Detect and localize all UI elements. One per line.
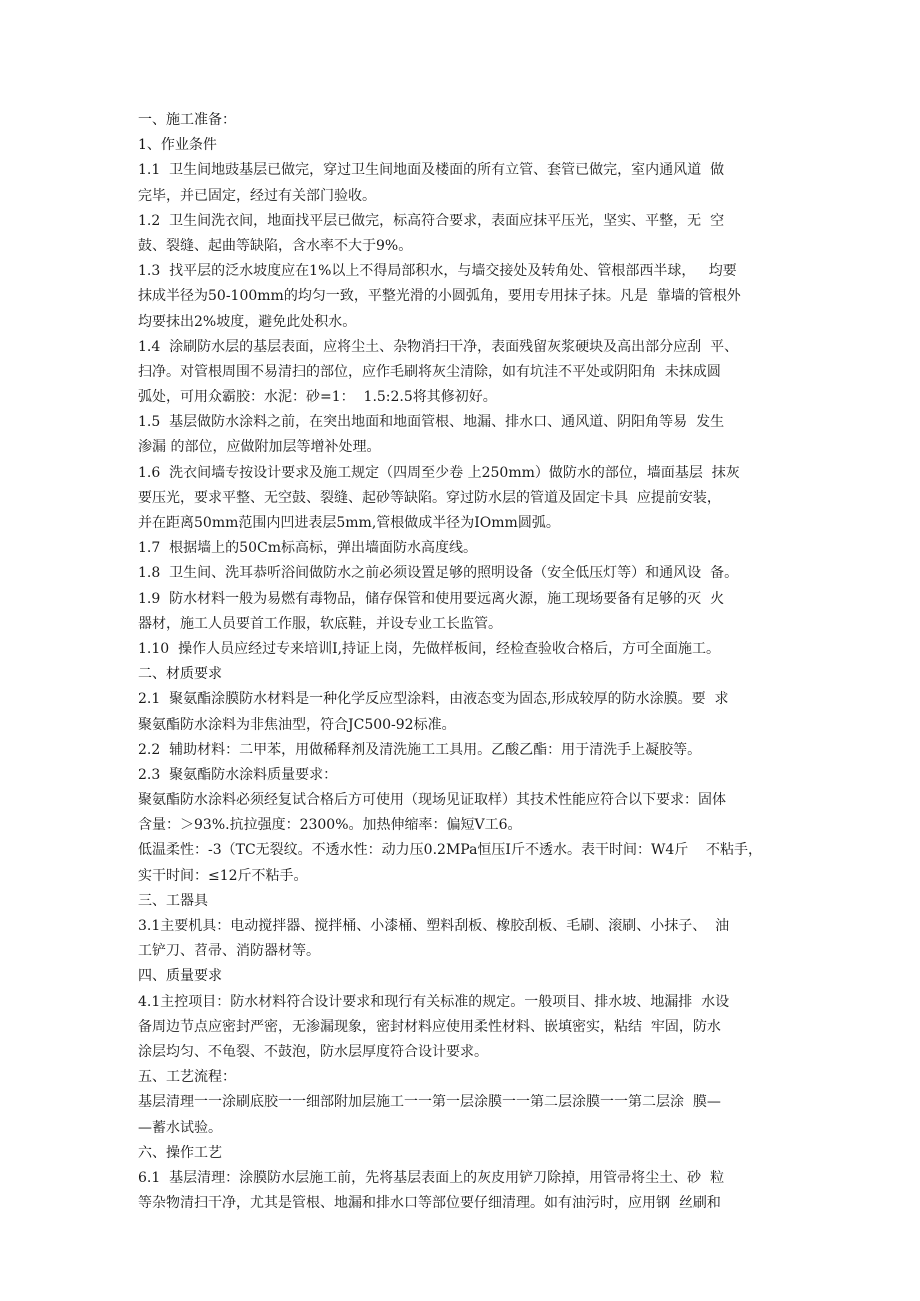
paragraph-line: 渗漏 的部位，应做附加层等增补处理。 — [138, 439, 381, 456]
paragraph-line: 3.1主要机具：电动搅拌器、搅拌桶、小漆桶、塑料刮板、橡胶刮板、毛刷、滚刷、小抹子、 油 — [138, 918, 730, 934]
paragraph-line: 1.8 卫生间、洗耳恭听浴间做防水之前必须设置足够的照明设备（安全低压灯等）和通风设 备。 — [138, 565, 739, 582]
paragraph-line: 1.10 操作人员应经过专来培训I,持证上岗，先做样板间，经检查验收合格后，方可全面施工。 — [138, 640, 721, 657]
paragraph-line: 1.5 基层做防水涂料之前，在突出地面和地面管根、地漏、排水口、通风道、阴阳角等易 发生 — [138, 414, 725, 431]
paragraph-line: 2.3 聚氨酯防水涂料质量要求： — [138, 766, 338, 783]
paragraph-line: 工铲刀、苕帚、消防器材等。 — [138, 943, 320, 960]
paragraph-line: 备周边节点应密封严密，无渗漏现象，密封材料应使用柔性材料、嵌填密实，粘结 牢固，防水 — [138, 1018, 721, 1035]
paragraph-line: 低温柔性：-3（TC无裂纹。不透水性：动力压0.2MPa恒压I斤不透水。表干时间：W4斤 不粘手， — [138, 842, 763, 859]
paragraph-line: 1.4 涂刷防水层的基层表面，应将尘土、杂物消扫干净，表面残留灰浆硬块及高出部分应刮 平、 — [138, 338, 739, 355]
paragraph-line: 实干时间：≤12斤不粘手。 — [138, 867, 308, 884]
paragraph-line: 等杂物清扫干净，尤其是管根、地漏和排水口等部位要仔细清理。如有油污时，应用钢 丝刷和 — [138, 1195, 721, 1212]
section-heading: 1、作业条件 — [138, 137, 217, 154]
paragraph-line: 抹成半径为50-100mm的均匀一致，平整光滑的小圆弧角，要用专用抹子抹。凡是 靠墙的管根外 — [138, 288, 741, 305]
paragraph-line: 1.1 卫生间地豉基层已做完，穿过卫生间地面及楼面的所有立管、套管已做完，室内通风道 做 — [138, 162, 725, 179]
paragraph-line: 2.2 辅助材料：二甲苯，用做稀释剂及清洗施工工具用。乙酸乙酯：用于清洗手上凝胶等。 — [138, 741, 702, 758]
paragraph-line: 1.6 洗衣间墙专按设计要求及施工规定（四周至少卷 上250mm）做防水的部位，墙面基层 抹灰 — [138, 464, 740, 481]
paragraph-line: 含量：＞93%.抗拉强度：2300%。加热伸缩率：偏短V工6。 — [138, 817, 522, 834]
document-body — [138, 108, 798, 1216]
section-heading: 六、操作工艺 — [138, 1144, 222, 1161]
paragraph-line: 基层清理一一涂刷底胶一一细部附加层施工一一第一层涂膜一一第二层涂膜一一第二层涂 膜— — [138, 1094, 721, 1111]
section-heading: 一、施工准备： — [138, 112, 236, 128]
paragraph-line: 要压光，要求平整、无空鼓、裂缝、起砂等缺陷。穿过防水层的管道及固定卡具 应提前安装， — [138, 489, 721, 506]
paragraph-line: 完毕，并已固定，经过有关部门验收。 — [138, 187, 376, 204]
paragraph-line: 4.1主控项目：防水材料符合设计要求和现行有关标准的规定。一般项目、排水坡、地漏排 水设 — [138, 993, 730, 1010]
paragraph-line: 1.2 卫生间洗衣间，地面找平层已做完，标高符合要求，表面应抹平压光，坚实、平整，无 空 — [138, 212, 725, 229]
paragraph-line: 2.1 聚氨酯涂膜防水材料是一种化学反应型涂料，由液态变为固态,形成较厚的防水涂膜。要 求 — [138, 691, 729, 708]
paragraph-line: 6.1 基层清理：涂膜防水层施工前，先将基层表面上的灰皮用铲刀除掉，用管帚将尘土、砂 粒 — [138, 1169, 725, 1186]
paragraph-line: 器材，施工人员要首工作服，软底鞋，并设专业工长监管。 — [138, 615, 502, 632]
section-heading: 二、材质要求 — [138, 666, 222, 683]
section-heading: 五、工艺流程： — [138, 1069, 236, 1086]
paragraph-line: 扫净。对管根周围不易清扫的部位，应作毛刷将灰尘清除，如有坑洼不平处或阴阳角 未抹成圆 — [138, 363, 721, 380]
paragraph-line: 1.7 根据墙上的50Cm标高标，弹出墙面防水高度线。 — [138, 540, 477, 557]
paragraph-line: 鼓、裂缝、起曲等缺陷，含水率不大于9%。 — [138, 237, 413, 254]
paragraph-line: 聚氨酯防水涂料为非焦油型，符合JC500-92标准。 — [138, 716, 456, 733]
paragraph-line: 均要抹出2%坡度，避免此处积水。 — [138, 313, 357, 330]
paragraph-line: 弧处，可用众霸胶：水泥：砂=1： 1.5:2.5将其修初好。 — [138, 389, 497, 406]
paragraph-line: 聚氨酯防水涂料必须经复试合格后方可使用（现场见证取样）其技术性能应符合以下要求：固体 — [138, 792, 726, 809]
section-heading: 三、工器具 — [138, 892, 208, 909]
paragraph-line: 1.9 防水材料一般为易燃有毒物品，储存保管和使用要远离火源，施工现场要备有足够的灭 火 — [138, 590, 725, 607]
paragraph-line: —蓄水试验。 — [138, 1119, 222, 1136]
section-heading: 四、质量要求 — [138, 968, 222, 985]
paragraph-line: 1.3 找平层的泛水坡度应在1%以上不得局部积水，与墙交接处及转角处、管根部西半球， 均要 — [138, 263, 737, 280]
paragraph-line: 涂层均匀、不龟裂、不鼓泡，防水层厚度符合设计要求。 — [138, 1043, 488, 1060]
paragraph-line: 并在距离50mm范围内凹进表层5mm,管根做成半径为IOmm圆弧。 — [138, 515, 560, 531]
